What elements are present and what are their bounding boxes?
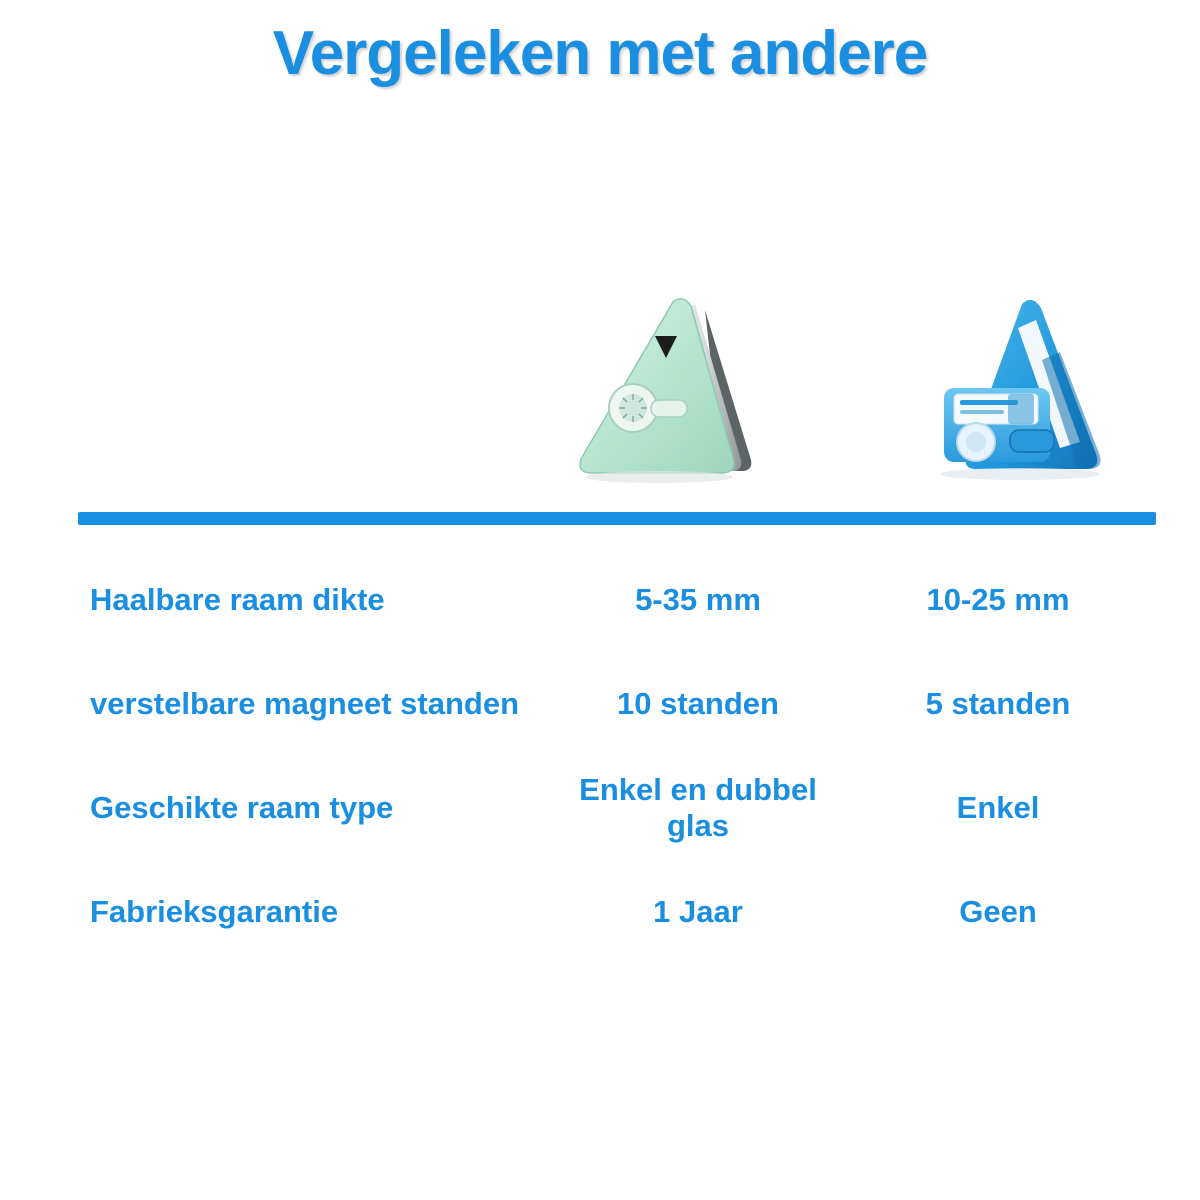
comparison-table	[78, 548, 1156, 964]
product-image-row	[0, 290, 1200, 500]
table-row	[78, 860, 1156, 964]
row-value-product-b: 5 standen	[925, 686, 1071, 722]
row-value-product-b: 10-25 mm	[926, 582, 1070, 618]
product-b-image	[910, 290, 1140, 490]
table-row	[78, 548, 1156, 652]
row-value-product-a: 1 Jaar	[653, 894, 743, 930]
page-title: Vergeleken met andere	[272, 19, 928, 88]
table-row	[78, 652, 1156, 756]
row-value-product-a: 5-35 mm	[635, 582, 761, 618]
table-row	[78, 756, 1156, 860]
header-divider	[78, 512, 1156, 525]
green-window-cleaner-icon	[555, 290, 785, 490]
product-a-image	[555, 290, 785, 490]
row-label: Haalbare raam dikte	[90, 582, 385, 618]
row-value-product-a: 10 standen	[617, 686, 779, 722]
blue-window-cleaner-icon	[910, 290, 1140, 490]
row-value-product-b: Enkel	[956, 790, 1040, 826]
row-label: verstelbare magneet standen	[90, 686, 520, 722]
row-label: Geschikte raam type	[90, 790, 394, 826]
row-value-product-b: Geen	[959, 894, 1037, 930]
row-label: Fabrieksgarantie	[90, 894, 339, 930]
row-value-product-a: Enkel en dubbel glas	[579, 772, 817, 843]
